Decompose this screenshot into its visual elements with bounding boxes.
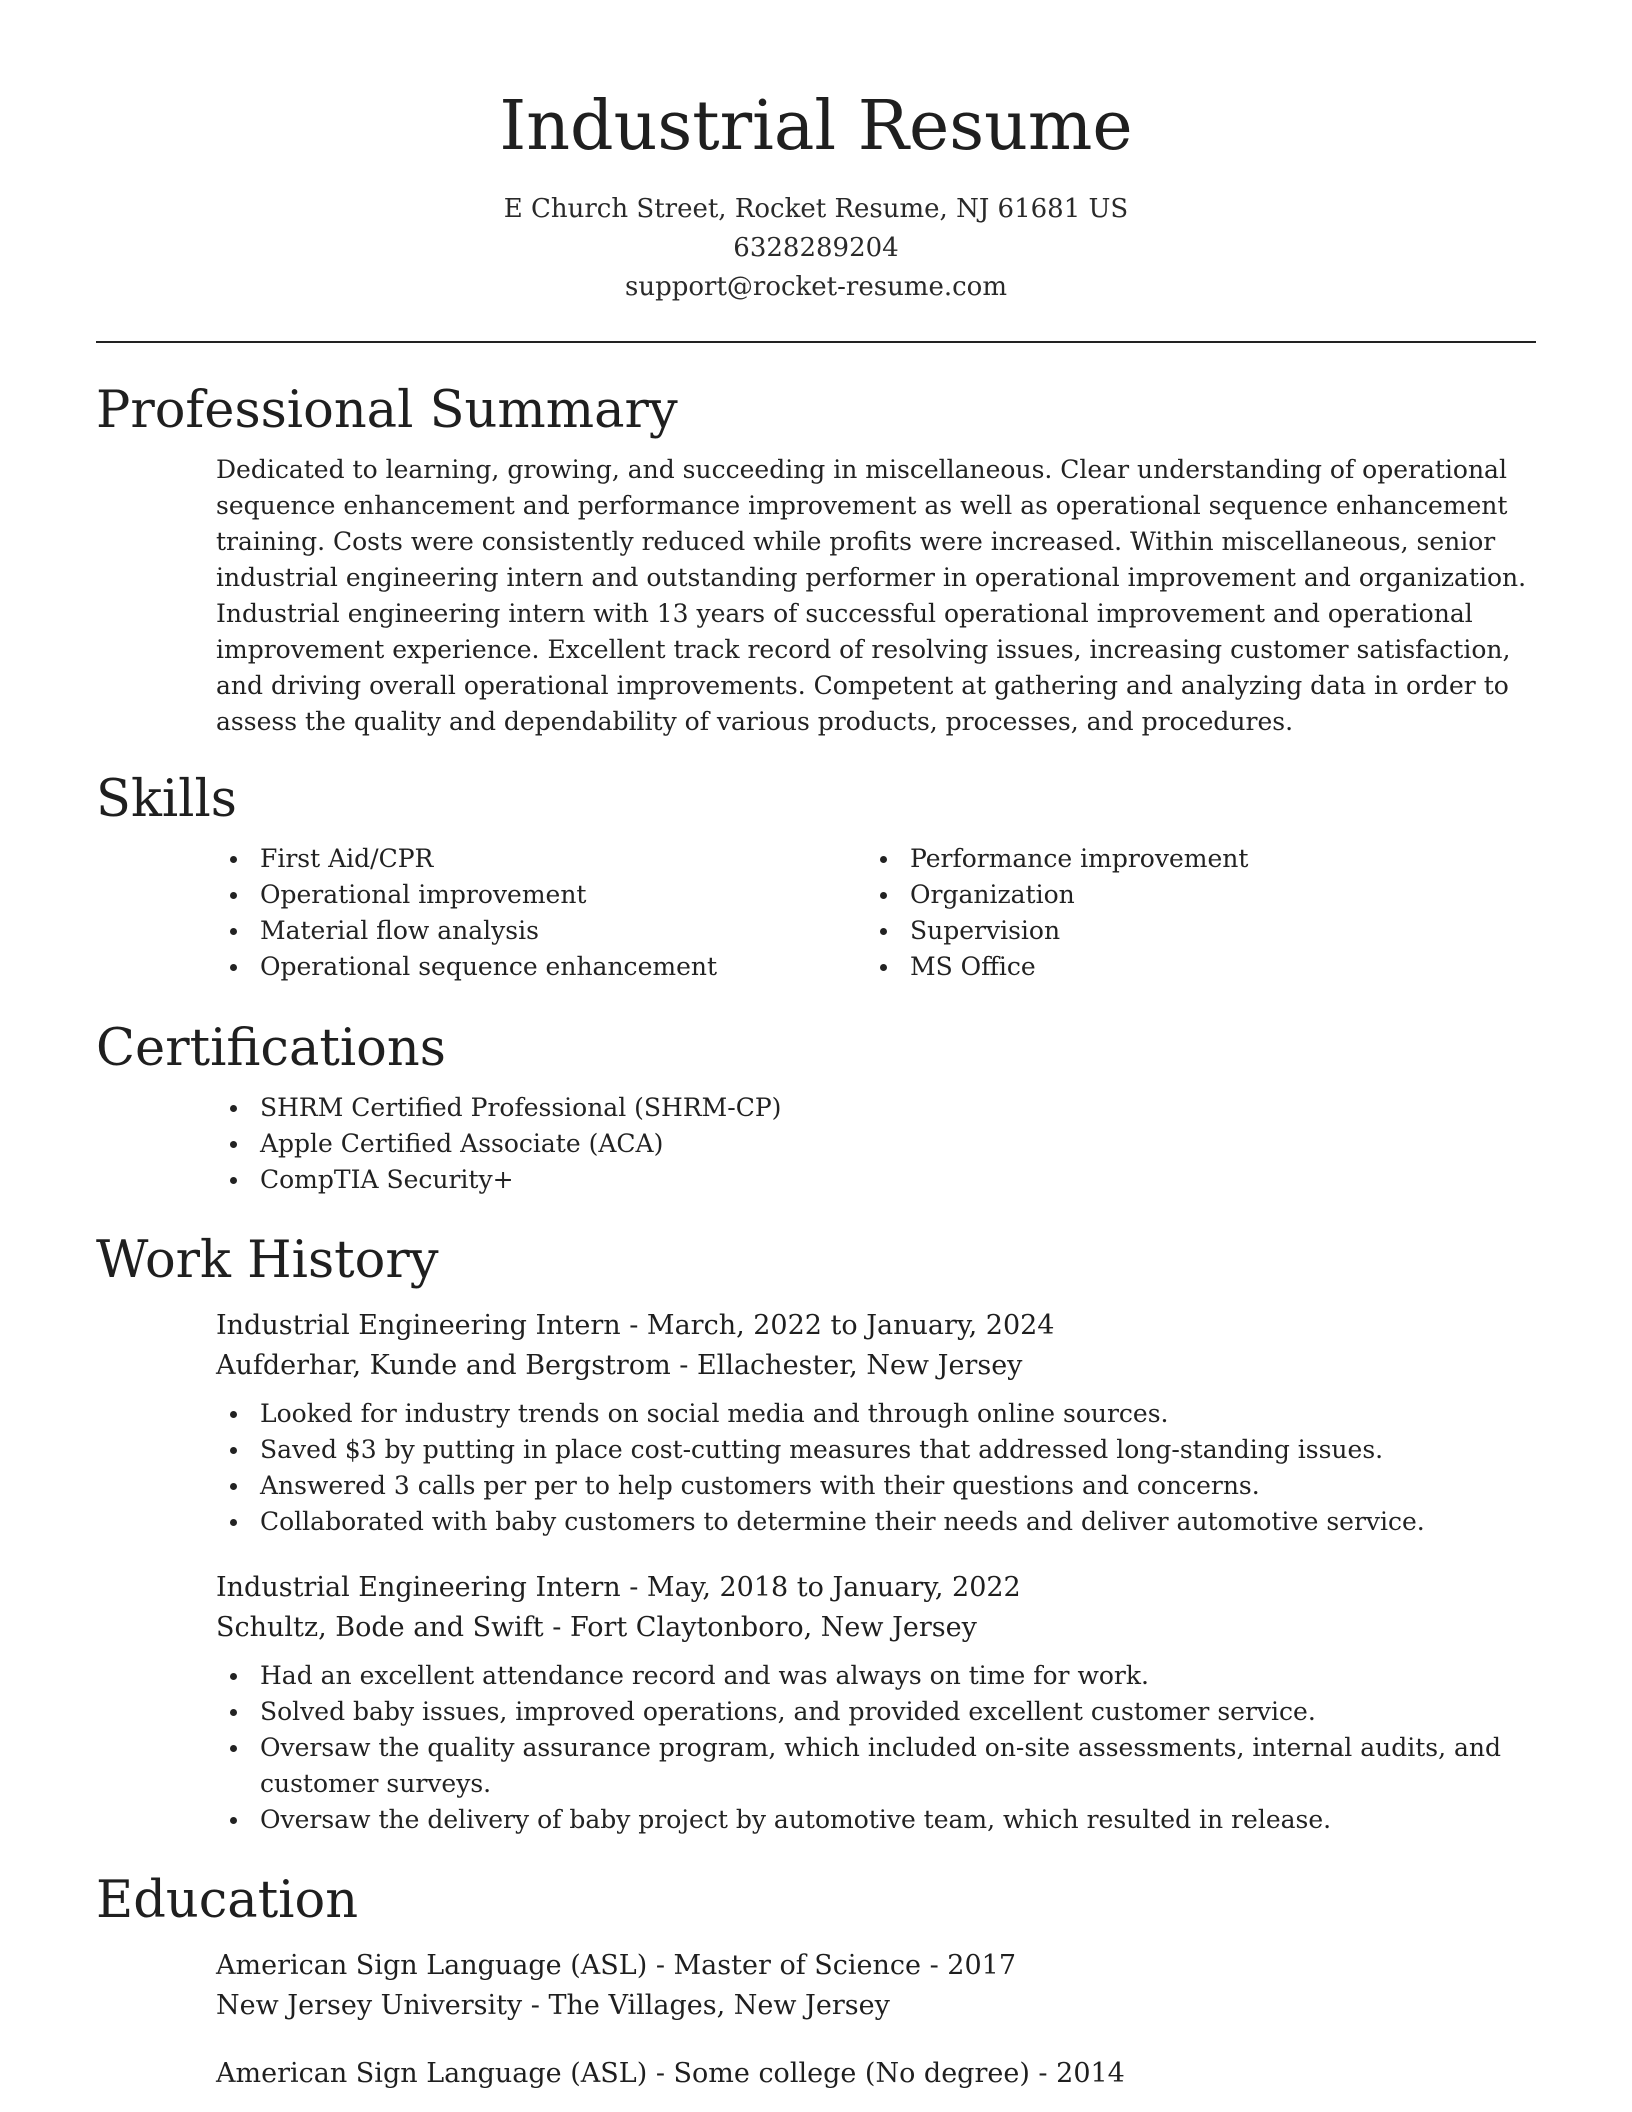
- certification-item: Apple Certified Associate (ACA): [216, 1126, 1536, 1162]
- education-degree: - Some college (No degree) - 2014: [647, 2058, 1125, 2089]
- education-school-line: [216, 1986, 1536, 2026]
- certifications-section: [96, 1018, 1536, 1198]
- skill-item: Performance improvement: [866, 841, 1516, 877]
- skills-heading: Skills: [96, 770, 237, 829]
- skill-item: Supervision: [866, 913, 1516, 949]
- job-duty: Saved $3 by putting in place cost-cutting measures that addressed long-standing issues.: [216, 1432, 1536, 1468]
- work-history-heading: Work History: [96, 1231, 439, 1290]
- skills-list-right: [866, 841, 1516, 985]
- certifications-heading: Certifications: [96, 1019, 446, 1078]
- work-history-section: [96, 1230, 1536, 1838]
- job-employer: Aufderhar, Kunde and Bergstrom: [216, 1350, 671, 1381]
- contact-email: support@rocket-resume.com: [624, 272, 1007, 302]
- job-location: - Fort Claytonboro, New Jersey: [543, 1612, 977, 1643]
- header-divider: [96, 341, 1536, 343]
- contact-info: [96, 190, 1536, 307]
- skill-item: First Aid/CPR: [216, 841, 866, 877]
- job-duty: Oversaw the quality assurance program, which included on-site assessments, internal audits, and customer surveys.: [216, 1730, 1536, 1802]
- certifications-list: [216, 1090, 1536, 1198]
- summary-heading: Professional Summary: [96, 381, 678, 440]
- skills-list-left: [216, 841, 866, 985]
- skill-item: Organization: [866, 877, 1516, 913]
- education-field: American Sign Language (ASL): [216, 2058, 648, 2089]
- job-entry: [216, 1306, 1536, 1540]
- job-entry: [216, 1568, 1536, 1838]
- job-duty: Collaborated with baby customers to determine their needs and deliver automotive service.: [216, 1504, 1536, 1540]
- job-duties: [216, 1396, 1536, 1540]
- skill-item: Operational improvement: [216, 877, 866, 913]
- education-degree-line: [216, 1946, 1536, 1986]
- job-duty: Oversaw the delivery of baby project by automotive team, which resulted in release.: [216, 1802, 1536, 1838]
- job-duty: Looked for industry trends on social media and through online sources.: [216, 1396, 1536, 1432]
- job-duties: [216, 1658, 1536, 1838]
- job-role: Industrial Engineering Intern: [216, 1572, 621, 1603]
- education-field: American Sign Language (ASL): [216, 1950, 648, 1981]
- job-employer-line: [216, 1346, 1536, 1386]
- skills-section: [96, 769, 1536, 985]
- education-degree-line: [216, 2054, 1536, 2094]
- skill-item: MS Office: [866, 949, 1516, 985]
- job-title-line: [216, 1306, 1536, 1346]
- skill-item: Operational sequence enhancement: [216, 949, 866, 985]
- education-section: [96, 1870, 1536, 2094]
- resume-page: [96, 0, 1536, 2112]
- education-entry: [216, 1946, 1536, 2026]
- summary-text: Dedicated to learning, growing, and succeeding in miscellaneous. Clear understanding of operational sequence enhancement and performance improvement as well as operational sequence enhancement training. Costs were consistently reduced while profits were increased. Within miscellaneous, senior industrial engineering intern and outstanding performer in operational improvement and organization. Industrial engineering intern with 13 years of successful operational improvement and operational improvement experience. Excellent track record of resolving issues, increasing customer satisfaction, and driving overall operational improvements. Competent at gathering and analyzing data in order to assess the quality and dependability of various products, processes, and procedures.: [216, 455, 1527, 736]
- job-role: Industrial Engineering Intern: [216, 1310, 621, 1341]
- contact-address: E Church Street, Rocket Resume, NJ 61681 US: [503, 194, 1129, 224]
- job-title-line: [216, 1568, 1536, 1608]
- job-duty: Had an excellent attendance record and was always on time for work.: [216, 1658, 1536, 1694]
- job-duty: Solved baby issues, improved operations, and provided excellent customer service.: [216, 1694, 1536, 1730]
- education-heading: Education: [96, 1871, 359, 1930]
- certification-item: CompTIA Security+: [216, 1162, 1536, 1198]
- education-location: - The Villages, New Jersey: [522, 1990, 890, 2021]
- job-duty: Answered 3 calls per per to help customers with their questions and concerns.: [216, 1468, 1536, 1504]
- education-entry: [216, 2054, 1536, 2094]
- certification-item: SHRM Certified Professional (SHRM-CP): [216, 1090, 1536, 1126]
- contact-phone: 6328289204: [733, 233, 899, 263]
- education-school: New Jersey University: [216, 1990, 523, 2021]
- job-employer: Schultz, Bode and Swift: [216, 1612, 544, 1643]
- summary-section: [96, 380, 1536, 740]
- job-employer-line: [216, 1608, 1536, 1648]
- job-location: - Ellachester, New Jersey: [670, 1350, 1023, 1381]
- skill-item: Material flow analysis: [216, 913, 866, 949]
- job-dates: - March, 2022 to January, 2024: [620, 1310, 1055, 1341]
- resume-title: Industrial Resume: [499, 87, 1133, 166]
- job-dates: - May, 2018 to January, 2022: [620, 1572, 1021, 1603]
- education-degree: - Master of Science - 2017: [647, 1950, 1016, 1981]
